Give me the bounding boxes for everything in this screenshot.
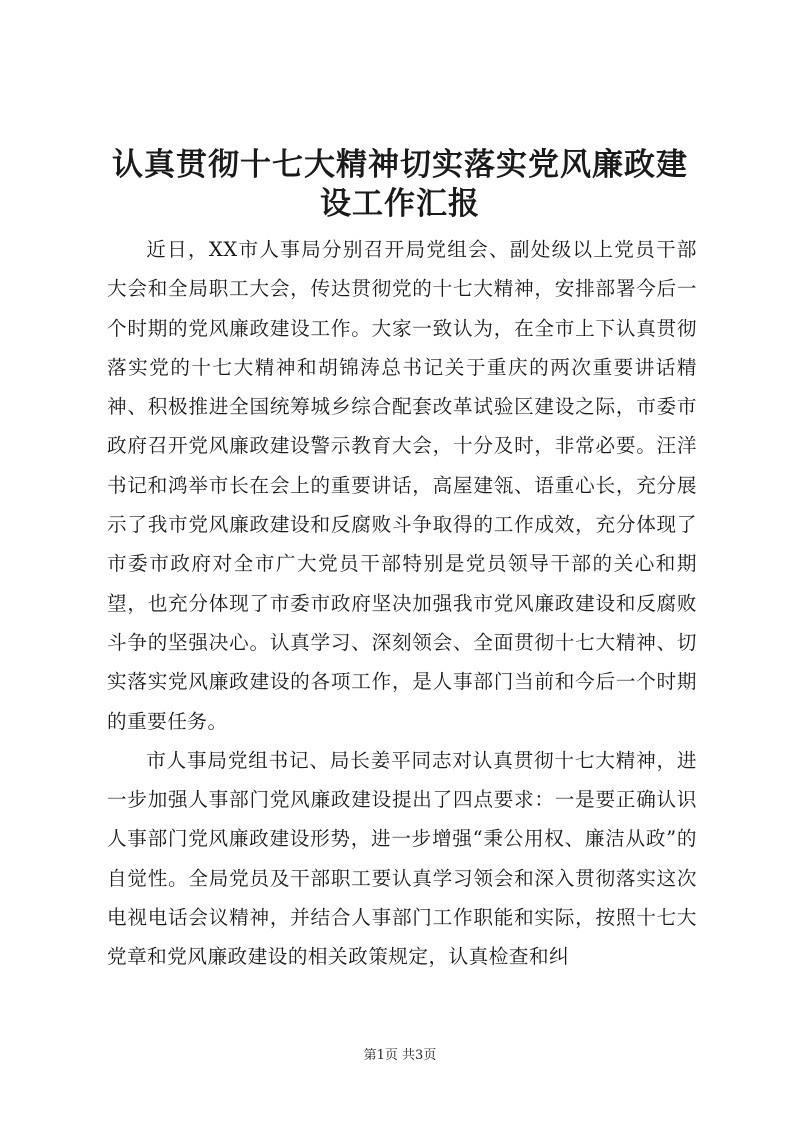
paragraph-1: 近日，XX市人事局分别召开局党组会、副处级以上党员干部大会和全局职工大会，传达贯彻党的十七大精神，安排部署今后一个时期的党风廉政建设工作。大家一致认为，在全市上下认真贯彻落实党的十七大精神和胡锦涛总书记关于重庆的两次重要讲话精神、积极推进全国统筹城乡综合配套改革试验区建设之际，市委市政府召开党风廉政建设警示教育大会，十分及时，非常必要。汪洋书记和鸿举市长在会上的重要讲话，高屋建瓴、语重心长，充分展示了我市党风廉政建设和反腐败斗争取得的工作成效，充分体现了市委市政府对全市广大党员干部特别是党员领导干部的关心和期望，也充分体现了市委市政府坚决加强我市党风廉政建设和反腐败斗争的坚强决心。认真学习、深刻领会、全面贯彻十七大精神、切实落实党风廉政建设的各项工作，是人事部门当前和今后一个时期的重要任务。: [107, 238, 697, 733]
page-footer: 第1页 共3页: [363, 1048, 437, 1063]
document-body: [107, 230, 697, 977]
document-title: 认真贯彻十七大精神切实落实党风廉政建设工作汇报: [112, 147, 688, 222]
paragraph-2: 市人事局党组书记、局长姜平同志对认真贯彻十七大精神，进一步加强人事部门党风廉政建设提出了四点要求：一是要正确认识人事部门党风廉政建设形势，进一步增强“秉公用权、廉洁从政”的自觉性。全局党员及干部职工要认真学习领会和深入贯彻落实这次电视电话会议精神，并结合人事部门工作职能和实际，按照十七大党章和党风廉政建设的相关政策规定，认真检查和纠: [107, 748, 697, 969]
